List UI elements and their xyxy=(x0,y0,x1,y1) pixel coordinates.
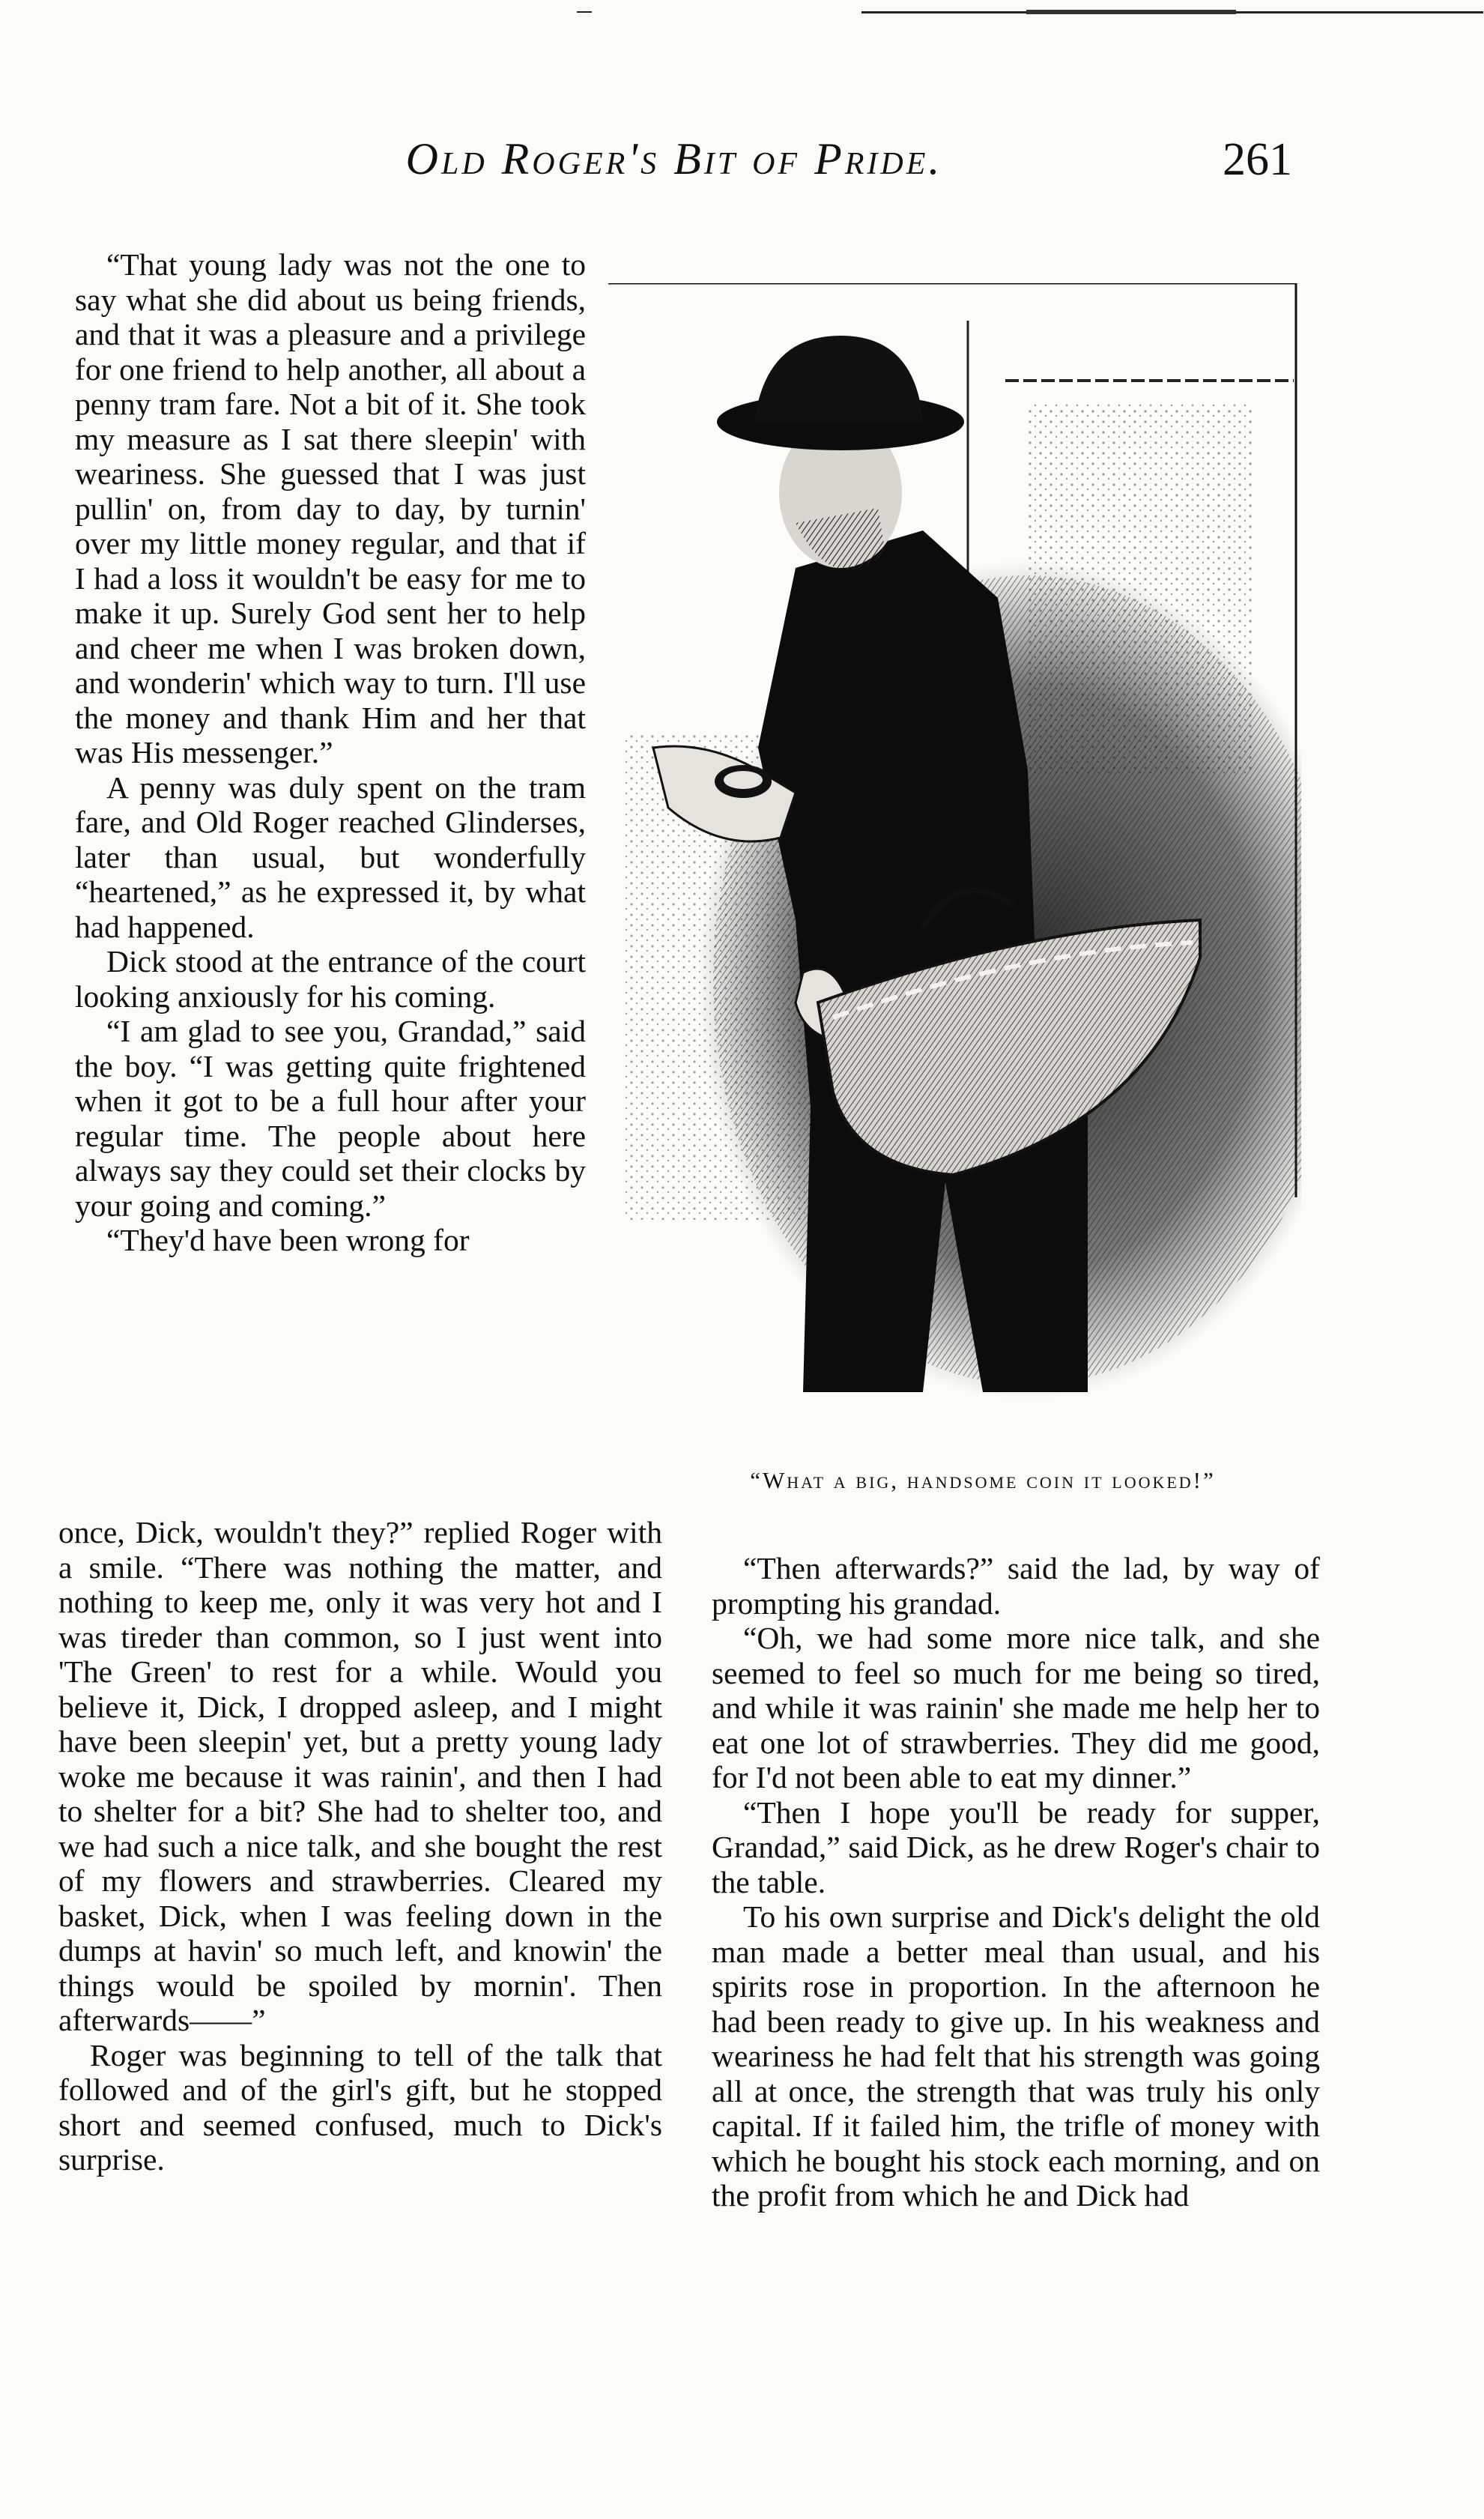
running-title: Old Roger's Bit of Pride. xyxy=(405,134,943,184)
paragraph: To his own surprise and Dick's delight the old man made a better meal than usual, and his spirits rose in proportion. In the afternoon he had been ready to give up. In his weakness and weariness he had felt that his strength was going all at once, the strength that was truly his only capital. If it failed him, the trifle of money with which he bought his stock each morning, and on the profit from which he and Dick had xyxy=(712,1899,1320,2213)
paragraph: Dick stood at the entrance of the court looking anxiously for his coming. xyxy=(75,944,586,1014)
paragraph: “I am glad to see you, Grandad,” said the boy. “I was getting quite frightened when it got to be a full hour after your regular time. The people about here always say they could set their clocks by your going and coming.” xyxy=(75,1014,586,1223)
illustration-old-man-with-basket xyxy=(608,283,1301,1452)
paragraph: “Then I hope you'll be ready for supper, Grandad,” said Dick, as he drew Roger's chair to the table. xyxy=(712,1794,1320,1899)
left-column-top xyxy=(75,247,586,1258)
paragraph: “That young lady was not the one to say what she did about us being friends, and that it was a pleasure and a privilege for one friend to help another, all about a penny tram fare. Not a bit of it. She took my measure as I sat there sleepin' with weariness. She guessed that I was just pullin' on, from day to day, by turnin' over my little money regular, and that if I had a loss it wouldn't be easy for me to make it up. Surely God sent her to help and cheer me when I was broken down, and wonderin' which way to turn. I'll use the money and thank Him and her that was His messenger.” xyxy=(75,247,586,769)
paragraph: “They'd have been wrong for xyxy=(106,1223,470,1257)
paragraph: A penny was duly spent on the tram fare, and Old Roger reached Glinderses, later than usual, but wonderfully “heartened,” as he expressed it, by what had happened. xyxy=(75,769,586,944)
left-column-bottom xyxy=(58,1515,662,2177)
figure-caption: “What a big, handsome coin it looked!” xyxy=(750,1467,1216,1493)
paragraph: “Then afterwards?” said the lad, by way of prompting his grandad. xyxy=(712,1551,1320,1621)
right-column xyxy=(712,1551,1320,2213)
top-rule xyxy=(577,9,1483,16)
page-number: 261 xyxy=(1223,134,1292,185)
paragraph: “Oh, we had some more nice talk, and she seemed to feel so much for me being so tired, and while it was rainin' she made me help her to eat one lot of strawberries. They did me good, for I'd not been able to eat my dinner.” xyxy=(712,1621,1320,1794)
paragraph: once, Dick, wouldn't they?” replied Roger with a smile. “There was nothing the matter, and nothing to keep me, only it was very hot and I was tireder than common, so I just went into 'The Green' to rest for a while. Would you believe it, Dick, I dropped asleep, and I might have been sleepin' yet, but a pretty young lady woke me because it was rainin', and then I had to shelter for a bit? She had to shelter too, and we had such a nice talk, and she bought the rest of my flowers and strawberries. Cleared my basket, Dick, when I was feeling down in the dumps at havin' so much left, and knowin' the things would be spoiled by mornin'. Then afterwards——” xyxy=(58,1515,662,2037)
paragraph: Roger was beginning to tell of the talk that followed and of the girl's gift, but he stopped short and seemed confused, much to Dick's surprise. xyxy=(58,2037,662,2177)
